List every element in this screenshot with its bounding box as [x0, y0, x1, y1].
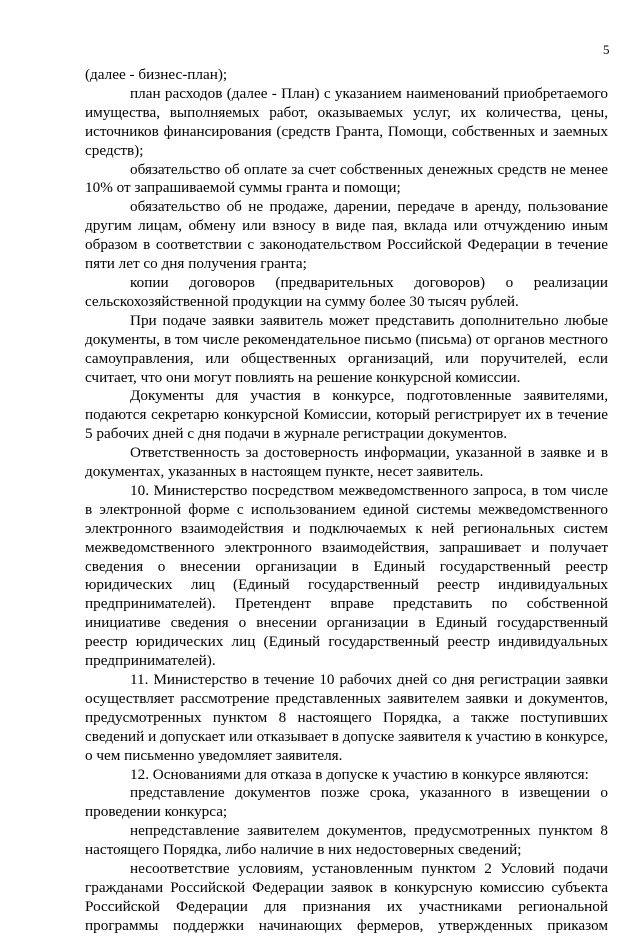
paragraph: 10. Министерство посредством межведомственного запроса, в том числе в электронной форме с использованием единой системы межведомственного электронного взаимодействия и подключаемых к ней региональных систем межведомственного электронного взаимодействия, запрашивает и получает сведения о внесении организации в Единый государственный реестр юридических лиц (Единый государственный реестр индивидуальных предпринимателей). Претендент вправе представить по собственной инициативе сведения о внесении организации в Единый государственный реестр юридических лиц (Единый государственный реестр индивидуальных предпринимателей).: [85, 481, 608, 670]
paragraph: план расходов (далее - План) с указанием наименований приобретаемого имущества, выполняемых работ, оказываемых услуг, их количества, цены, источников финансирования (средств Гранта, Помощи, собственных и заемных средств);: [85, 84, 608, 159]
paragraph: копии договоров (предварительных договоров) о реализации сельскохозяйственной продукции на сумму более 30 тысяч рублей.: [85, 273, 608, 310]
paragraph: При подаче заявки заявитель может представить дополнительно любые документы, в том числе рекомендательное письмо (письма) от органов местного самоуправления, или общественных организаций, или поручителей, если считает, что они могут повлиять на решение конкурсной комиссии.: [85, 311, 608, 386]
paragraph: Документы для участия в конкурсе, подготовленные заявителями, подаются секретарю конкурсной Комиссии, который регистрирует их в течение 5 рабочих дней с дня подачи в журнале регистрации документов.: [85, 387, 608, 443]
paragraph: несоответствие условиям, установленным пунктом 2 Условий подачи гражданами Российской Федерации заявок в конкурсную комиссию субъекта Российской Федерации для признания их участниками региональной программы поддержки начинающих фермеров, утвержденных приказом: [85, 860, 608, 934]
paragraph: (далее - бизнес-план);: [85, 66, 228, 83]
paragraph: обязательство об оплате за счет собственных денежных средств не менее 10% от запрашиваемой суммы гранта и помощи;: [85, 160, 608, 197]
page-number: 5: [603, 42, 610, 57]
paragraph: Ответственность за достоверность информации, указанной в заявке и в документах, указанных в настоящем пункте, несет заявитель.: [85, 444, 608, 481]
paragraph: непредставление заявителем документов, предусмотренных пунктом 8 настоящего Порядка, либо наличие в них недостоверных сведений;: [85, 822, 608, 859]
paragraph: 11. Министерство в течение 10 рабочих дней со дня регистрации заявки осуществляет рассмотрение представленных заявителем заявки и документов, предусмотренных пунктом 8 настоящего Порядка, а также поступивших сведений и допускает или отказывает в допуске заявителя к участию в конкурсе, о чем письменно уведомляет заявителя.: [85, 671, 608, 764]
document-body: [85, 66, 608, 936]
paragraph: 12. Основаниями для отказа в допуске к участию в конкурсе являются:: [130, 765, 589, 783]
paragraph: представление документов позже срока, указанного в извещении о проведении конкурса;: [85, 784, 608, 821]
paragraph: обязательство об не продаже, дарении, передаче в аренду, пользование другим лицам, обмену или взносу в виде пая, вклада или отчуждению иным образом в соответствии с законодательством Российской Федерации в течение пяти лет со дня получения гранта;: [85, 198, 608, 273]
